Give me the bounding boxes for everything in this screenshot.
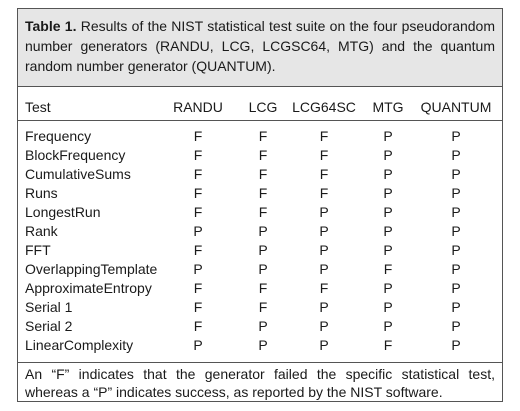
column-header-test: Test (25, 99, 51, 115)
table-row (18, 165, 502, 184)
test-name-cell: BlockFrequency (25, 147, 126, 163)
table-row (18, 222, 502, 241)
result-cell: P (451, 318, 461, 334)
result-cell: P (383, 147, 393, 163)
result-cell: P (258, 261, 268, 277)
result-cell: P (383, 128, 393, 144)
result-cell: P (451, 185, 461, 201)
test-name-cell: Serial 2 (25, 318, 73, 334)
result-cell: P (319, 261, 329, 277)
result-cell: F (258, 128, 268, 144)
result-cell: P (383, 166, 393, 182)
result-cell: F (193, 204, 203, 220)
result-cell: F (258, 299, 268, 315)
test-name-cell: FFT (25, 242, 51, 258)
result-cell: P (258, 318, 268, 334)
result-cell: P (258, 242, 268, 258)
result-cell: P (258, 337, 268, 353)
column-header-randu: RANDU (173, 99, 223, 115)
result-cell: F (193, 185, 203, 201)
test-name-cell: Frequency (25, 128, 92, 144)
result-cell: P (319, 318, 329, 334)
column-header-mtg: MTG (372, 99, 404, 115)
result-cell: P (193, 337, 203, 353)
table-row (18, 279, 502, 298)
result-cell: P (451, 242, 461, 258)
test-name-cell: ApproximateEntropy (25, 280, 152, 296)
result-cell: P (451, 128, 461, 144)
result-cell: F (193, 166, 203, 182)
column-header-lcg: LCG (248, 99, 278, 115)
result-cell: P (451, 204, 461, 220)
result-cell: F (258, 166, 268, 182)
result-cell: P (383, 280, 393, 296)
result-cell: F (193, 128, 203, 144)
result-cell: P (383, 318, 393, 334)
result-cell: P (193, 261, 203, 277)
result-cell: F (193, 242, 203, 258)
result-cell: P (319, 223, 329, 239)
test-name-cell: Runs (25, 185, 58, 201)
column-header-quantum: QUANTUM (420, 99, 492, 115)
table-row (18, 127, 502, 146)
table-row (18, 298, 502, 317)
table-footnote: An “F” indicates that the generator failed the specific statistical test, whereas a “P” indicates success, as reported by the NIST software. (18, 362, 502, 401)
table-row (18, 260, 502, 279)
result-cell: P (319, 299, 329, 315)
result-cell: P (258, 223, 268, 239)
table-row (18, 184, 502, 203)
result-cell: F (319, 147, 329, 163)
table-caption-text: Results of the NIST statistical test suite on the four pseudorandom number generators (RANDU, LCG, LCGSC64, MTG) and the quantum random number generator (QUANTUM). (25, 18, 496, 74)
result-cell: P (451, 166, 461, 182)
test-name-cell: CumulativeSums (25, 166, 131, 182)
result-cell: P (451, 337, 461, 353)
table-row (18, 146, 502, 165)
table-caption (18, 9, 502, 87)
result-cell: F (319, 166, 329, 182)
result-cell: F (193, 299, 203, 315)
table-caption-label: Table 1. (25, 18, 77, 34)
result-cell: P (319, 337, 329, 353)
result-cell: P (319, 242, 329, 258)
table-header-row (18, 95, 502, 121)
result-cell: F (383, 337, 393, 353)
column-header-lcg64sc: LCG64SC (292, 99, 356, 115)
result-cell: F (319, 280, 329, 296)
result-cell: F (319, 185, 329, 201)
result-cell: F (258, 204, 268, 220)
result-cell: P (451, 299, 461, 315)
test-name-cell: LinearComplexity (25, 337, 134, 353)
test-name-cell: LongestRun (25, 204, 101, 220)
result-cell: F (258, 147, 268, 163)
result-cell: F (258, 185, 268, 201)
result-cell: F (193, 147, 203, 163)
table-row (18, 203, 502, 222)
table-row (18, 241, 502, 260)
result-cell: P (383, 299, 393, 315)
nist-results-table (17, 8, 503, 402)
result-cell: F (193, 280, 203, 296)
result-cell: P (451, 280, 461, 296)
test-name-cell: Serial 1 (25, 299, 73, 315)
result-cell: P (319, 204, 329, 220)
test-name-cell: OverlappingTemplate (25, 261, 158, 277)
result-cell: P (383, 185, 393, 201)
result-cell: P (451, 147, 461, 163)
result-cell: F (193, 318, 203, 334)
test-name-cell: Rank (25, 223, 58, 239)
result-cell: F (383, 261, 393, 277)
result-cell: F (319, 128, 329, 144)
table-row (18, 336, 502, 355)
result-cell: P (193, 223, 203, 239)
table-row (18, 317, 502, 336)
result-cell: P (383, 223, 393, 239)
result-cell: P (383, 204, 393, 220)
result-cell: P (451, 223, 461, 239)
result-cell: F (258, 280, 268, 296)
result-cell: P (383, 242, 393, 258)
result-cell: P (451, 261, 461, 277)
